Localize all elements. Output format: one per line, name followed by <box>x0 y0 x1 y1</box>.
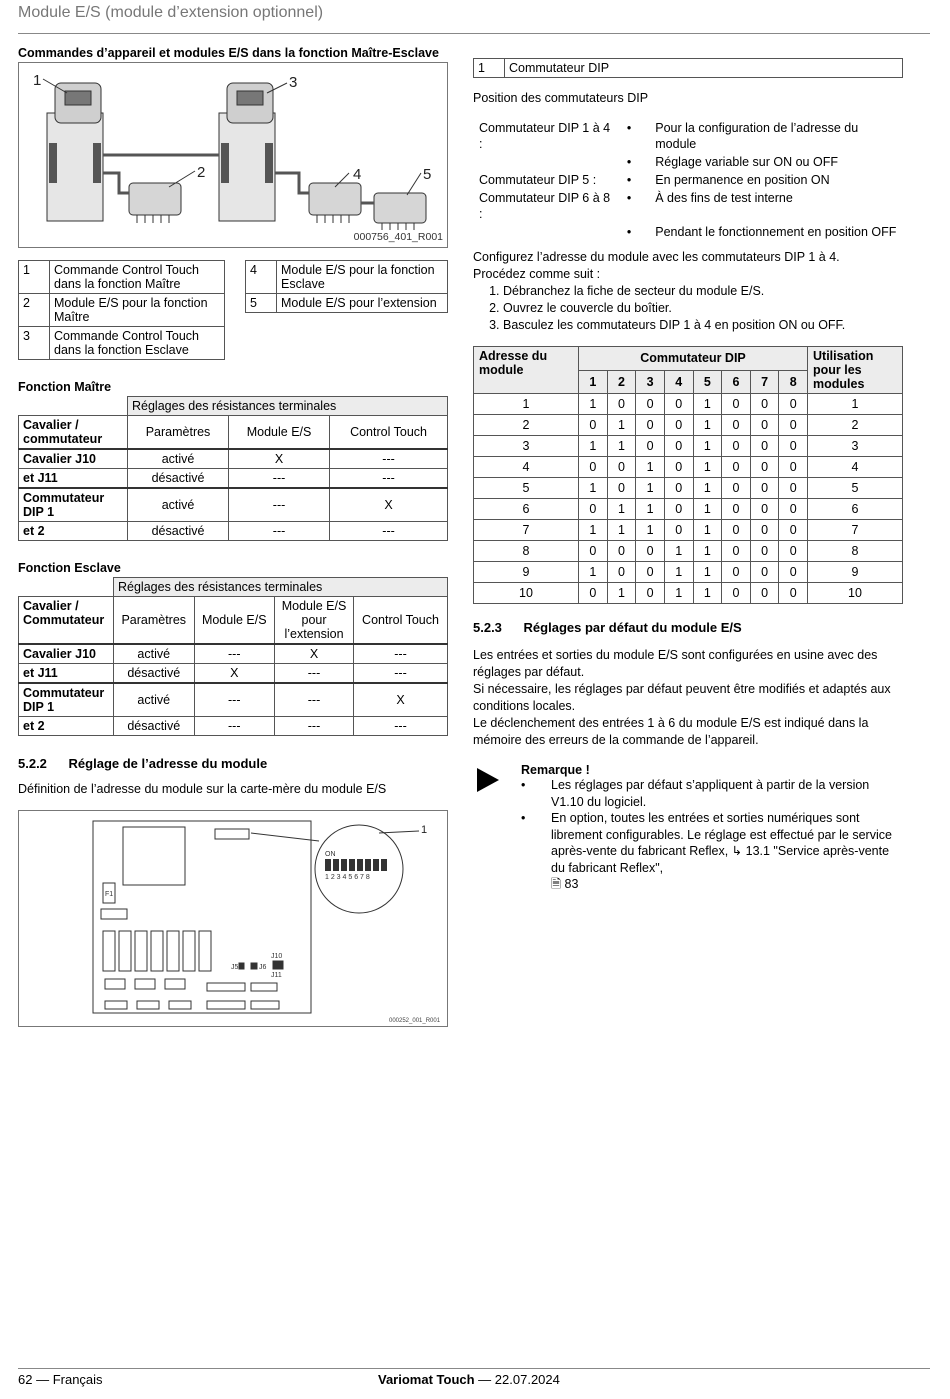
section-522-text: Définition de l’adresse du module sur la carte-mère du module E/S <box>18 782 387 796</box>
address-table <box>473 346 903 604</box>
usage-cell: 7 <box>808 520 903 541</box>
fonction-maitre-title: Fonction Maître <box>18 380 112 394</box>
figure-code: 000756_401_R001 <box>353 231 443 243</box>
dip-cell: 1 <box>693 583 722 604</box>
dip-cell: 0 <box>579 583 608 604</box>
table-cell: activé <box>114 683 195 717</box>
dip-number-header: 4 <box>664 370 693 394</box>
address-table-body <box>474 394 903 604</box>
dip-cell: 1 <box>664 562 693 583</box>
callout-3: 3 <box>289 74 298 91</box>
legend-num: 4 <box>246 261 277 294</box>
col-header: Control Touch <box>330 416 448 450</box>
table-cell: --- <box>275 683 354 717</box>
dip-cell: 0 <box>636 415 665 436</box>
remark-title: Remarque ! <box>521 763 590 777</box>
dip-cell: 0 <box>779 394 808 415</box>
footer-language: Français <box>52 1372 103 1387</box>
play-arrow-icon <box>475 767 501 793</box>
table-cell: et J11 <box>19 664 114 684</box>
table-cell: Cavalier J10 <box>19 449 128 469</box>
dip-cell: 0 <box>750 583 779 604</box>
reference-link[interactable]: 13.1 "Service après-vente du fabricant Reflex", <box>551 844 890 875</box>
address-cell: 9 <box>474 562 579 583</box>
dip-cell: 0 <box>722 436 751 457</box>
table-cell: --- <box>275 664 354 684</box>
remark-block <box>473 763 903 893</box>
dip-cell: 0 <box>750 394 779 415</box>
dip-cell: 0 <box>607 457 636 478</box>
dip-cell: 1 <box>607 583 636 604</box>
dip-cell: 1 <box>693 415 722 436</box>
usage-cell: 5 <box>808 478 903 499</box>
col-header: Module E/S <box>229 416 330 450</box>
dip-label: Commutateur DIP 1 à 4 : <box>479 121 611 151</box>
header-dip: Commutateur DIP <box>579 347 808 371</box>
remark-list <box>521 777 903 893</box>
dip-cell: 0 <box>750 457 779 478</box>
dip-cell: 0 <box>779 415 808 436</box>
fonction-esclave-table <box>18 577 448 736</box>
dip-cell: 0 <box>750 478 779 499</box>
table-cell: --- <box>194 644 275 664</box>
dip-label: Commutateur DIP 5 : <box>479 173 597 187</box>
board-callout-1: 1 <box>421 824 428 836</box>
label-j6: J6 <box>259 964 267 971</box>
section-523-paragraph: Le déclenchement des entrées 1 à 6 du module E/S est indiqué dans la mémoire des erreurs de la commande de l’appareil. <box>473 716 869 747</box>
arrow-ref-icon: ↳ <box>731 844 743 858</box>
dip-cell: 1 <box>693 436 722 457</box>
dip-cell: 1 <box>693 499 722 520</box>
section-title: Réglages par défaut du module E/S <box>523 620 742 635</box>
section-523-paragraph: Les entrées et sorties du module E/S sont configurées en usine avec des réglages par défaut. <box>473 648 878 679</box>
dip-cell: 1 <box>693 478 722 499</box>
dip-cell: 1 <box>579 394 608 415</box>
legend-num: 1 <box>19 261 50 294</box>
table-row <box>474 478 903 499</box>
dip-cell: 0 <box>750 520 779 541</box>
col-header: Module E/S <box>194 597 275 645</box>
table-cell: Commutateur DIP 1 <box>19 683 114 717</box>
table-cell: --- <box>354 644 448 664</box>
legend-text: Commande Control Touch dans la fonction Maître <box>50 261 225 294</box>
remark-item <box>521 810 903 893</box>
dip-cell: 0 <box>750 436 779 457</box>
dip-cell: 0 <box>750 499 779 520</box>
master-slave-figure <box>18 62 448 248</box>
dip-cell: 1 <box>636 520 665 541</box>
table-cell: activé <box>128 449 229 469</box>
dip-label: Commutateur DIP 6 à 8 : <box>479 191 611 221</box>
table-cell: --- <box>330 522 448 541</box>
dip-cell: 0 <box>779 541 808 562</box>
table-row <box>474 520 903 541</box>
address-cell: 2 <box>474 415 579 436</box>
dip-cell: 0 <box>664 436 693 457</box>
dip-cell: 0 <box>579 541 608 562</box>
dip-cell: 0 <box>579 499 608 520</box>
table-cell: désactivé <box>114 717 195 736</box>
table-row <box>474 541 903 562</box>
svg-text:1 2 3 4 5 6 7 8: 1 2 3 4 5 6 7 8 <box>325 874 370 881</box>
dip-cell: 0 <box>664 499 693 520</box>
table-cell: X <box>275 644 354 664</box>
section-523-paragraph: Si nécessaire, les réglages par défaut peuvent être modifiés et adaptés aux conditions locales. <box>473 682 891 713</box>
dip-cell: 1 <box>693 457 722 478</box>
usage-cell: 9 <box>808 562 903 583</box>
legend-tables <box>18 260 448 360</box>
dip-cell: 0 <box>779 583 808 604</box>
usage-cell: 4 <box>808 457 903 478</box>
table-cell: et 2 <box>19 522 128 541</box>
dip-cell: 1 <box>607 499 636 520</box>
legend-dip-table <box>473 58 903 78</box>
dip-cell: 1 <box>579 436 608 457</box>
group-header: Réglages des résistances terminales <box>128 397 448 416</box>
page-ref-icon: 🗎 <box>551 877 562 891</box>
table-cell: --- <box>354 717 448 736</box>
left-column <box>18 46 448 1027</box>
dip-cell: 1 <box>579 478 608 499</box>
step-item: 1. Débranchez la fiche de secteur du module E/S. <box>503 283 903 300</box>
legend-num: 2 <box>19 294 50 327</box>
dip-bullet: En permanence en position ON <box>655 173 830 187</box>
legend-text: Module E/S pour la fonction Esclave <box>277 261 448 294</box>
dip-bullet: Réglage variable sur ON ou OFF <box>655 155 838 169</box>
legend-text: Module E/S pour l’extension <box>277 294 448 313</box>
legend-num: 5 <box>246 294 277 313</box>
remark-item: • Les réglages par défaut s’appliquent à partir de la version V1.10 du logiciel. <box>521 777 903 810</box>
dip-cell: 0 <box>722 541 751 562</box>
dip-cell: 0 <box>722 583 751 604</box>
legend-text: Module E/S pour la fonction Maître <box>50 294 225 327</box>
legend-num: 3 <box>19 327 50 360</box>
table-row <box>474 415 903 436</box>
table-row <box>474 562 903 583</box>
dip-cell: 0 <box>636 394 665 415</box>
dip-bullet: Pendant le fonctionnement en position OFF <box>655 225 897 239</box>
label-j11: J11 <box>271 972 282 979</box>
dip-cell: 0 <box>750 562 779 583</box>
label-j10: J10 <box>271 953 283 960</box>
table-cell: X <box>330 488 448 522</box>
fonction-maitre-table <box>18 396 448 541</box>
footer-divider <box>18 1368 930 1369</box>
table-cell: --- <box>330 449 448 469</box>
table-cell: activé <box>128 488 229 522</box>
dip-number-header: 7 <box>750 370 779 394</box>
dip-cell: 1 <box>636 499 665 520</box>
col-header: Cavalier / commutateur <box>19 416 128 450</box>
usage-cell: 6 <box>808 499 903 520</box>
col-header: Module E/S pour l’extension <box>275 597 354 645</box>
configure-steps <box>473 283 903 334</box>
table-cell: Cavalier J10 <box>19 644 114 664</box>
configure-line-1: Configurez l’adresse du module avec les commutateurs DIP 1 à 4. <box>473 250 840 264</box>
dip-cell: 0 <box>664 478 693 499</box>
dip-cell: 1 <box>579 520 608 541</box>
col-header: Paramètres <box>128 416 229 450</box>
usage-cell: 10 <box>808 583 903 604</box>
footer-product: Variomat Touch <box>378 1372 475 1387</box>
master-slave-title: Commandes d’appareil et modules E/S dans la fonction Maître-Esclave <box>18 46 439 60</box>
address-cell: 1 <box>474 394 579 415</box>
group-header: Réglages des résistances terminales <box>114 578 448 597</box>
address-cell: 8 <box>474 541 579 562</box>
table-cell: --- <box>330 469 448 489</box>
configure-line-2: Procédez comme suit : <box>473 267 601 281</box>
dip-position-list: Commutateur DIP 1 à 4 : • Pour la configuration de l’adresse du module • Réglage variable sur ON ou OFF Commutateur DIP 5 : • En permanence en position ON Commutateur DIP 6 à 8 : • À des fins de test interne • Pendant le fonctionnement en position OFF <box>473 119 903 241</box>
label-f1: F1 <box>105 891 114 898</box>
board-figure <box>18 810 448 1027</box>
col-header: Cavalier / Commutateur <box>19 597 114 645</box>
usage-cell: 2 <box>808 415 903 436</box>
table-cell: Commutateur DIP 1 <box>19 488 128 522</box>
dip-cell: 0 <box>779 499 808 520</box>
usage-cell: 3 <box>808 436 903 457</box>
usage-cell: 8 <box>808 541 903 562</box>
dip-cell: 0 <box>722 415 751 436</box>
table-cell: et 2 <box>19 717 114 736</box>
address-cell: 4 <box>474 457 579 478</box>
dip-cell: 0 <box>636 436 665 457</box>
address-cell: 7 <box>474 520 579 541</box>
table-cell: X <box>354 683 448 717</box>
dip-bullet: À des fins de test interne <box>655 191 793 205</box>
table-cell: désactivé <box>128 469 229 489</box>
remark-text: En option, toutes les entrées et sorties numériques sont librement configurables. Le réglage est effectué par le service après-vente du fabricant Reflex, <box>551 811 892 858</box>
section-title: Réglage de l’adresse du module <box>68 756 268 771</box>
table-cell: --- <box>229 522 330 541</box>
table-cell: --- <box>194 717 275 736</box>
table-cell: désactivé <box>128 522 229 541</box>
table-row <box>474 499 903 520</box>
legend-table-right <box>245 260 448 313</box>
dip-cell: 0 <box>579 415 608 436</box>
dip-cell: 1 <box>607 520 636 541</box>
dip-cell: 1 <box>607 436 636 457</box>
dip-cell: 0 <box>607 394 636 415</box>
master-slave-illustration <box>19 63 449 247</box>
footer-left: 62 — Français <box>18 1372 103 1387</box>
fonction-esclave-title: Fonction Esclave <box>18 561 121 575</box>
table-cell: X <box>194 664 275 684</box>
address-cell: 10 <box>474 583 579 604</box>
table-row <box>474 457 903 478</box>
table-row <box>474 394 903 415</box>
header-address: Adresse du module <box>474 347 579 394</box>
table-cell: --- <box>229 469 330 489</box>
dip-cell: 0 <box>722 457 751 478</box>
label-on: ON <box>325 851 336 858</box>
header-divider <box>18 33 930 34</box>
callout-5: 5 <box>423 166 432 183</box>
step-item: 2. Ouvrez le couvercle du boîtier. <box>503 300 903 317</box>
table-cell: et J11 <box>19 469 128 489</box>
dip-bullet: Pour la configuration de l’adresse du module <box>655 121 859 151</box>
header-usage: Utilisation pour les modules <box>808 347 903 394</box>
dip-cell: 0 <box>779 562 808 583</box>
dip-cell: 1 <box>693 541 722 562</box>
dip-cell: 0 <box>779 457 808 478</box>
table-cell: désactivé <box>114 664 195 684</box>
dip-cell: 0 <box>722 394 751 415</box>
dip-cell: 0 <box>607 478 636 499</box>
right-column <box>473 58 903 893</box>
dip-cell: 0 <box>607 562 636 583</box>
section-number: 5.2.2 <box>18 756 47 771</box>
board-illustration <box>19 811 449 1026</box>
page-ref[interactable]: 83 <box>564 877 579 891</box>
dip-cell: 1 <box>579 562 608 583</box>
page-header-title: Module E/S (module d’extension optionnel) <box>18 4 324 21</box>
usage-cell: 1 <box>808 394 903 415</box>
dip-cell: 0 <box>779 520 808 541</box>
board-figure-code: 000252_001_R001 <box>389 1018 441 1024</box>
table-cell: activé <box>114 644 195 664</box>
dip-number-header: 2 <box>607 370 636 394</box>
address-cell: 3 <box>474 436 579 457</box>
dip-cell: 0 <box>750 415 779 436</box>
dip-number-header: 6 <box>722 370 751 394</box>
table-cell: --- <box>194 683 275 717</box>
dip-cell: 0 <box>664 415 693 436</box>
dip-cell: 1 <box>607 415 636 436</box>
address-cell: 6 <box>474 499 579 520</box>
table-cell: --- <box>354 664 448 684</box>
dip-cell: 0 <box>779 436 808 457</box>
callout-2: 2 <box>197 164 206 181</box>
dip-cell: 1 <box>693 394 722 415</box>
dip-cell: 0 <box>664 520 693 541</box>
legend-num: 1 <box>474 59 505 78</box>
dip-cell: 1 <box>693 562 722 583</box>
address-cell: 5 <box>474 478 579 499</box>
dip-cell: 0 <box>664 457 693 478</box>
dip-position-title: Position des commutateurs DIP <box>473 91 649 105</box>
dip-cell: 0 <box>779 478 808 499</box>
section-number: 5.2.3 <box>473 620 502 635</box>
callout-4: 4 <box>353 166 362 183</box>
dip-cell: 1 <box>636 457 665 478</box>
dip-cell: 0 <box>664 394 693 415</box>
table-cell: --- <box>275 717 354 736</box>
footer-center: Variomat Touch — 22.07.2024 <box>378 1372 560 1387</box>
dip-cell: 0 <box>579 457 608 478</box>
dip-cell: 0 <box>722 562 751 583</box>
dip-cell: 0 <box>636 583 665 604</box>
callout-1: 1 <box>33 72 42 89</box>
section-522-heading <box>18 756 448 771</box>
dip-cell: 1 <box>664 541 693 562</box>
step-item: 3. Basculez les commutateurs DIP 1 à 4 en position ON ou OFF. <box>503 317 903 334</box>
dip-cell: 1 <box>664 583 693 604</box>
footer-date: 22.07.2024 <box>494 1372 560 1387</box>
dip-cell: 0 <box>750 541 779 562</box>
label-j5: J5 <box>231 964 239 971</box>
page-number: 62 <box>18 1372 33 1387</box>
dip-cell: 0 <box>722 520 751 541</box>
dip-cell: 0 <box>607 541 636 562</box>
dip-cell: 0 <box>636 562 665 583</box>
dip-cell: 1 <box>636 478 665 499</box>
dip-number-header: 3 <box>636 370 665 394</box>
legend-table-left <box>18 260 225 360</box>
dip-cell: 0 <box>722 478 751 499</box>
dip-cell: 0 <box>636 541 665 562</box>
table-row <box>474 583 903 604</box>
dip-number-header: 1 <box>579 370 608 394</box>
table-cell: --- <box>229 488 330 522</box>
table-row <box>474 436 903 457</box>
dip-number-header: 5 <box>693 370 722 394</box>
dip-cell: 0 <box>722 499 751 520</box>
legend-text: Commande Control Touch dans la fonction Esclave <box>50 327 225 360</box>
dip-number-header: 8 <box>779 370 808 394</box>
col-header: Control Touch <box>354 597 448 645</box>
dip-cell: 1 <box>693 520 722 541</box>
col-header: Paramètres <box>114 597 195 645</box>
legend-text: Commutateur DIP <box>505 59 903 78</box>
section-523-heading <box>473 620 903 635</box>
table-cell: X <box>229 449 330 469</box>
